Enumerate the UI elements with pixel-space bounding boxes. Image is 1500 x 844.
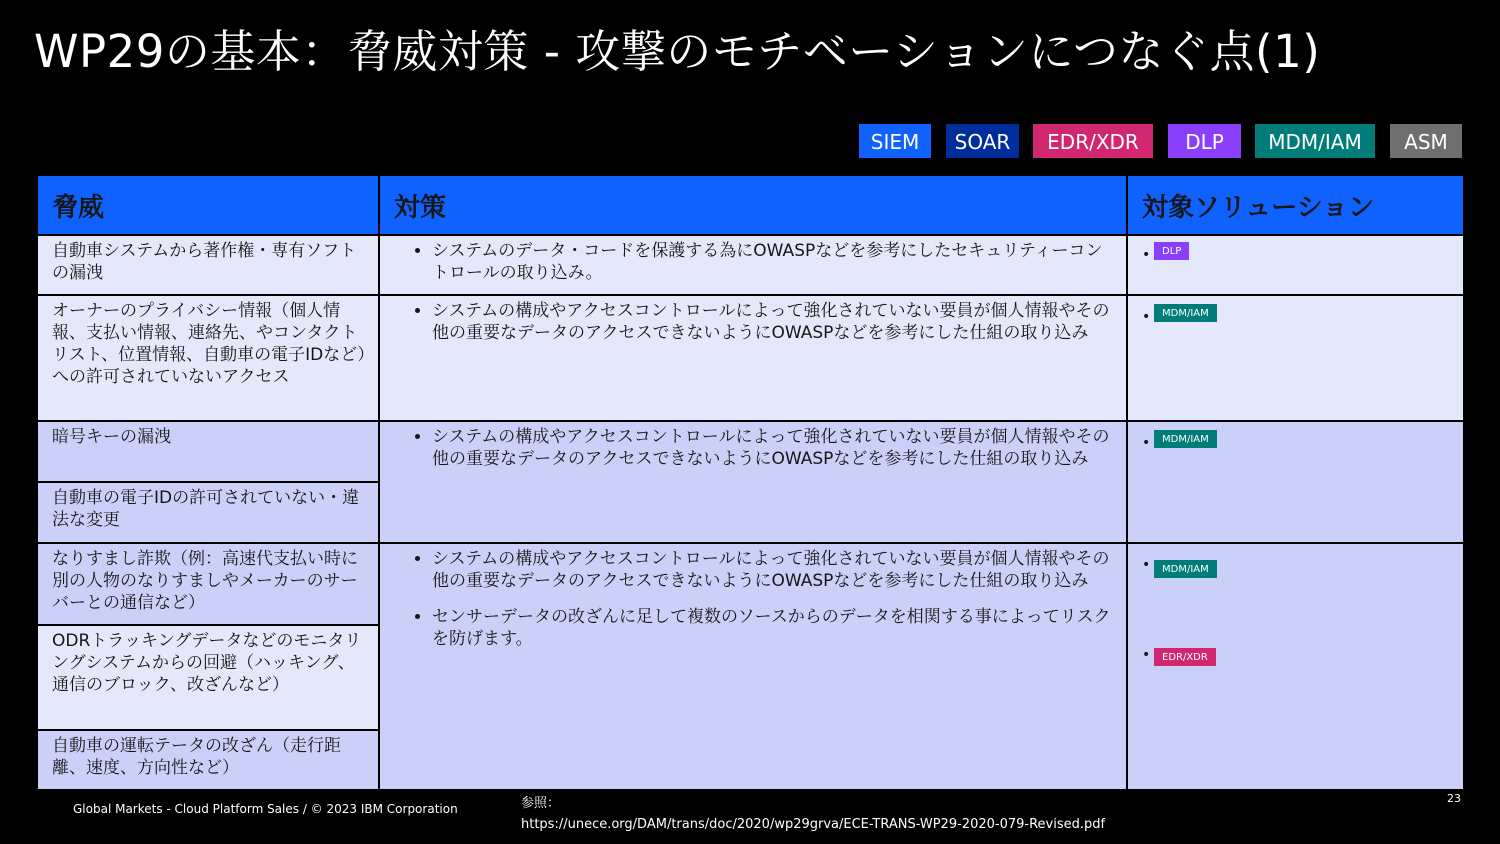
measure-cell bbox=[379, 543, 1127, 790]
solution-cell bbox=[1127, 235, 1464, 295]
legend-siem: SIEM bbox=[859, 124, 931, 158]
solution-tag-dlp: DLP bbox=[1154, 242, 1189, 260]
threat-cell: 自動車の電子IDの許可されていない・違法な変更 bbox=[37, 482, 379, 543]
solution-cell bbox=[1127, 421, 1464, 543]
threat-cell: 自動車システムから著作権・専有ソフトの漏洩 bbox=[37, 235, 379, 295]
table-header-row bbox=[37, 175, 1464, 235]
bullet: • bbox=[1142, 647, 1151, 663]
threat-cell: 自動車の運転テータの改ざん（走行距離、速度、方向性など） bbox=[37, 730, 379, 790]
bullet: • bbox=[1142, 557, 1151, 573]
legend-edr-xdr: EDR/XDR bbox=[1033, 124, 1153, 158]
threat-cell: なりすまし詐欺（例：高速代支払い時に別の人物のなりすましやメーカーのサーバーとの通信など） bbox=[37, 543, 379, 625]
solution-cell bbox=[1127, 295, 1464, 421]
measure-cell bbox=[379, 235, 1127, 295]
header-measure: 対策 bbox=[379, 175, 1127, 235]
measure-item: • システムのデータ・コードを保護する為にOWASPなどを参考にしたセキュリティーコントロールの取り込み。 bbox=[432, 240, 1116, 284]
solution-tag-mdm-iam: MDM/IAM bbox=[1154, 560, 1217, 578]
solution-tag-edr-xdr: EDR/XDR bbox=[1154, 648, 1216, 666]
legend-asm: ASM bbox=[1390, 124, 1462, 158]
threat-cell: ODRトラッキングデータなどのモニタリングシステムからの回避（ハッキング、通信のブロック、改ざんなど） bbox=[37, 625, 379, 730]
legend-dlp: DLP bbox=[1168, 124, 1241, 158]
bullet: • bbox=[1142, 309, 1151, 325]
legend-mdm-iam: MDM/IAM bbox=[1255, 124, 1375, 158]
footer-copyright: Global Markets - Cloud Platform Sales / © 2023 IBM Corporation bbox=[73, 802, 458, 816]
measure-item: • システムの構成やアクセスコントロールによって強化されていない要員が個人情報やその他の重要なデータのアクセスできないようにOWASPなどを参考にした仕組の取り込み bbox=[432, 426, 1116, 470]
table-row bbox=[37, 543, 1464, 625]
measure-item: • システムの構成やアクセスコントロールによって強化されていない要員が個人情報やその他の重要なデータのアクセスできないようにOWASPなどを参考にした仕組の取り込み bbox=[432, 548, 1116, 592]
table-row bbox=[37, 421, 1464, 482]
measure-item: • システムの構成やアクセスコントロールによって強化されていない要員が個人情報やその他の重要なデータのアクセスできないようにOWASPなどを参考にした仕組の取り込み bbox=[432, 300, 1116, 344]
header-threat: 脅威 bbox=[37, 175, 379, 235]
threat-cell: オーナーのプライバシー情報（個人情報、支払い情報、連絡先、やコンタクトリスト、位置情報、自動車の電子IDなど）への許可されていないアクセス bbox=[37, 295, 379, 421]
bullet: • bbox=[1142, 435, 1151, 451]
solution-tag-mdm-iam: MDM/IAM bbox=[1154, 430, 1217, 448]
measure-item: • センサーデータの改ざんに足して複数のソースからのデータを相関する事によってリスクを防げます。 bbox=[432, 606, 1116, 650]
threat-cell: 暗号キーの漏洩 bbox=[37, 421, 379, 482]
table-row bbox=[37, 235, 1464, 295]
reference-url[interactable]: https://unece.org/DAM/trans/doc/2020/wp29grva/ECE-TRANS-WP29-2020-079-Revised.pdf bbox=[521, 817, 1106, 832]
page-title: WP29の基本：脅威対策 - 攻撃のモチベーションにつなぐ点(1) bbox=[34, 25, 1321, 78]
measure-cell bbox=[379, 295, 1127, 421]
table-row bbox=[37, 295, 1464, 421]
header-solution: 対象ソリューション bbox=[1127, 175, 1464, 235]
legend-soar: SOAR bbox=[946, 124, 1019, 158]
measure-cell bbox=[379, 421, 1127, 543]
footer-reference bbox=[521, 793, 1105, 835]
solution-legend bbox=[0, 124, 1500, 158]
solution-cell bbox=[1127, 543, 1464, 790]
bullet: • bbox=[1142, 247, 1151, 263]
page-number: 23 bbox=[1447, 792, 1461, 805]
reference-label: 参照： bbox=[521, 796, 561, 811]
solution-tag-mdm-iam: MDM/IAM bbox=[1154, 304, 1217, 322]
threat-measure-table bbox=[36, 174, 1465, 791]
